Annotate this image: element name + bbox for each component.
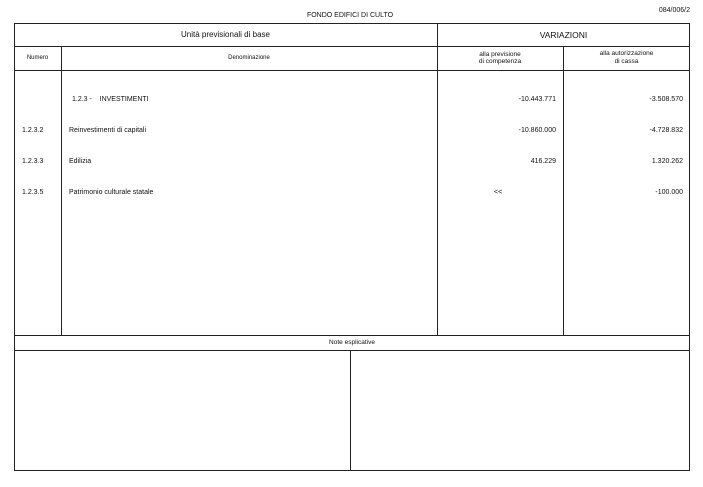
row-denominazione: Patrimonio culturale statale [69, 189, 154, 196]
row-cassa: -100.000 [655, 189, 683, 196]
row-numero: 1.2.3.5 [22, 189, 44, 196]
row-competenza: -10.860.000 [518, 127, 556, 134]
col-cassa-header-line1: alla autorizzazione [599, 50, 654, 57]
row-competenza: 416.229 [530, 158, 556, 165]
variazioni-title: VARIAZIONI [539, 30, 588, 40]
upb-title: Unità previsionali di base [181, 30, 270, 39]
notes-column-divider [350, 350, 351, 471]
page-code: 084/006/2 [658, 7, 690, 14]
row-numero: 1.2.3.3 [22, 158, 44, 165]
row-competenza: -10.443.771 [518, 96, 556, 103]
row-numero: 1.2.3.2 [22, 127, 44, 134]
header-divider [14, 46, 690, 47]
row-cassa: -4.728.832 [649, 127, 683, 134]
col-competenza-header-line2: di competenza [478, 58, 522, 65]
col-cassa-header-line2: di cassa [614, 58, 639, 65]
competenza-cassa-divider [563, 46, 564, 336]
notes-title-divider [14, 350, 690, 351]
col-numero-header: Numero [26, 55, 49, 61]
notes-title: Note esplicative [329, 339, 375, 346]
row-cassa: 1.320.262 [651, 158, 683, 165]
upb-variazioni-divider [437, 23, 438, 336]
row-denominazione: Reinvestimenti di capitali [69, 127, 147, 134]
row-denominazione: 1.2.3 - INVESTIMENTI [72, 96, 149, 103]
row-denominazione: Edilizia [69, 158, 92, 165]
numero-column-divider [61, 46, 62, 336]
col-denominazione-header: Denominazione [228, 55, 270, 61]
row-cassa: -3.508.570 [649, 96, 683, 103]
col-competenza-header-line1: alla previsione [479, 51, 521, 58]
document-title: FONDO EDIFICI DI CULTO [306, 12, 394, 19]
row-competenza: << [494, 189, 503, 196]
header-bottom-line [14, 70, 690, 71]
notes-section [14, 336, 690, 471]
